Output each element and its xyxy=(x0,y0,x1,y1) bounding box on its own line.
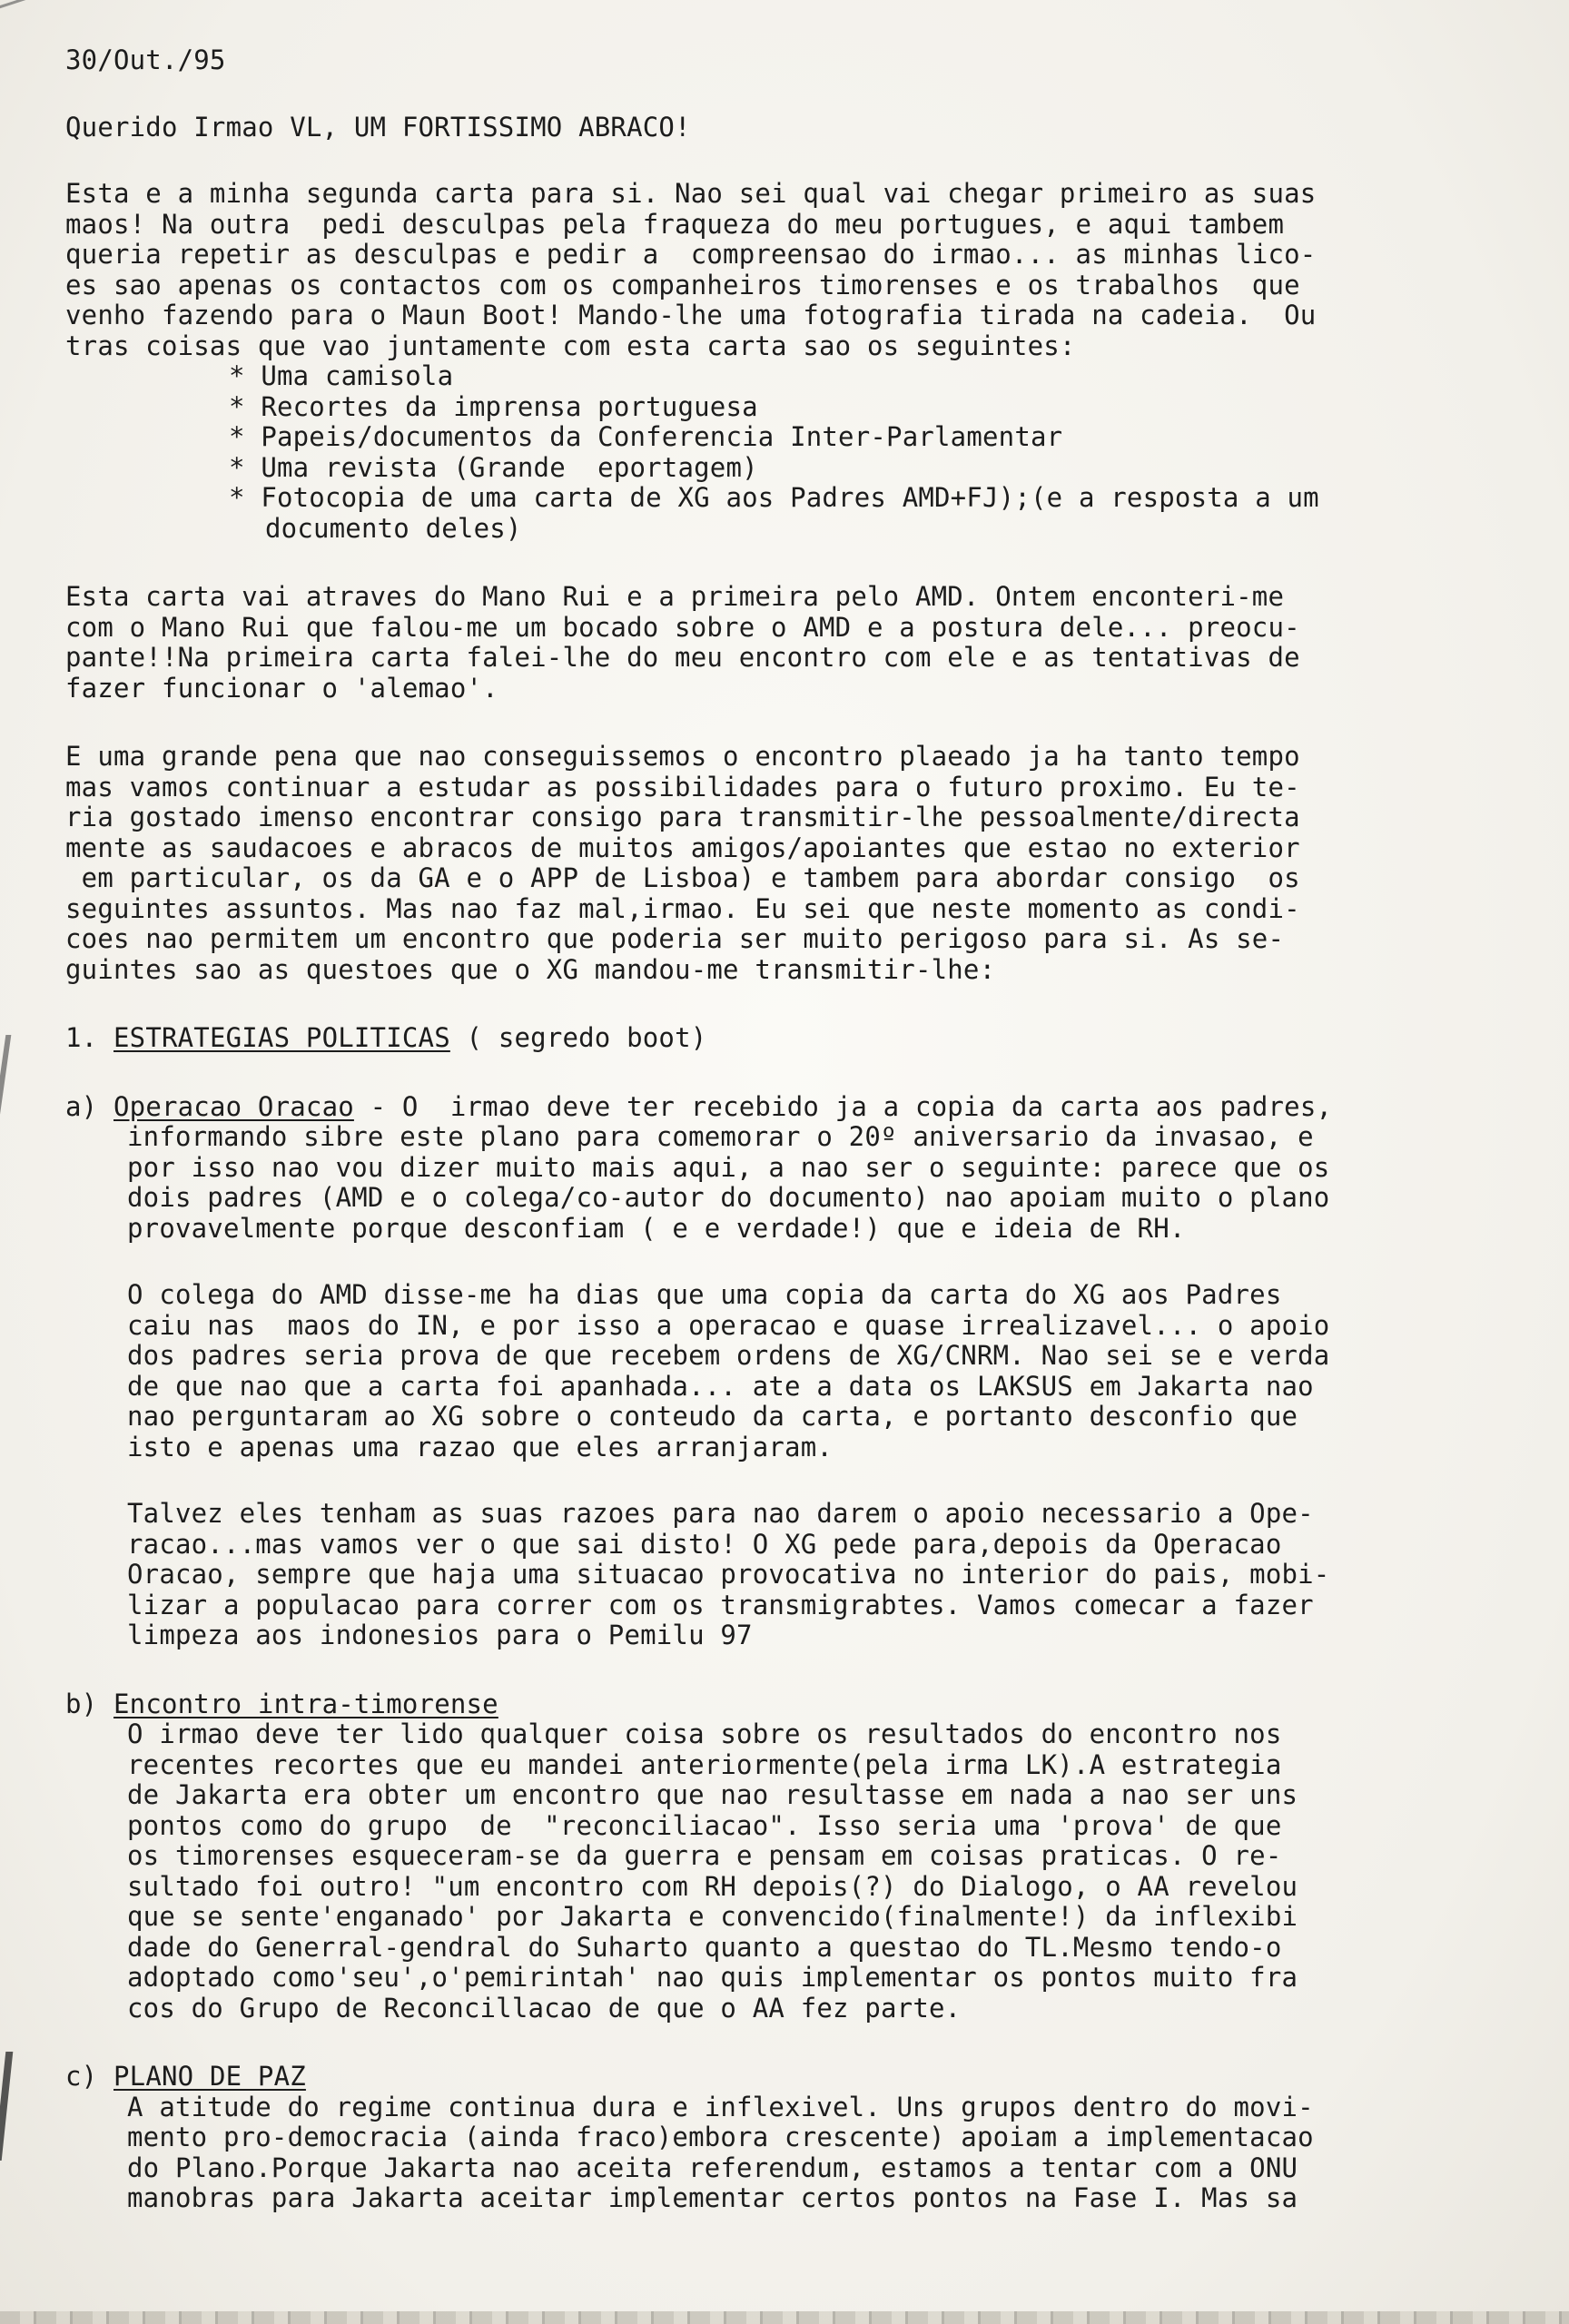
text-line: ria gostado imenso encontrar consigo para transmitir-lhe pessoalmente/directa xyxy=(65,802,1300,832)
section-title: ESTRATEGIAS POLITICAS xyxy=(113,1022,450,1053)
letter-date: 30/Out./95 xyxy=(65,44,226,75)
text-line: recentes recortes que eu mandei anteriormente(pela irma LK).A estrategia xyxy=(127,1748,1282,1780)
paper-mark xyxy=(0,0,38,21)
text-line: provavelmente porque desconfiam ( e e verdade!) que e ideia de RH. xyxy=(127,1212,1186,1244)
text-line: seguintes assuntos. Mas nao faz mal,irmao. Eu sei que neste momento as condi- xyxy=(65,892,1300,924)
text-line: E uma grande pena que nao conseguissemos o encontro plaeado ja ha tanto tempo xyxy=(65,741,1300,772)
text-line: dos padres seria prova de que recebem ordens de XG/CNRM. Nao sei se e verda xyxy=(127,1340,1330,1371)
subsection-a-heading xyxy=(65,1092,1500,1123)
subsection-a-text xyxy=(65,1122,1500,1244)
list-item: * Fotocopia de uma carta de XG aos Padres AMD+FJ);(e a resposta a um xyxy=(229,482,1319,513)
text-line: Esta e a minha segunda carta para si. Nao sei qual vai chegar primeiro as suas xyxy=(65,178,1317,209)
subsection-b-text xyxy=(65,1719,1500,2024)
text-line: pante!!Na primeira carta falei-lhe do meu encontro com ele e as tentativas de xyxy=(65,642,1300,673)
text-line: tras coisas que vao juntamente com esta carta sao os seguintes: xyxy=(65,330,1076,361)
text-line: nao perguntaram ao XG sobre o conteudo da carta, e portanto desconfio que xyxy=(127,1401,1298,1432)
text-line: por isso nao vou dizer muito mais aqui, a nao ser o seguinte: parece que os xyxy=(127,1151,1330,1183)
subsection-a-paragraph xyxy=(65,1499,1500,1651)
list-item: * Papeis/documentos da Conferencia Inter-Parlamentar xyxy=(229,421,1063,452)
text-line: mente as saudacoes e abracos de muitos amigos/apoiantes que estao no exterior xyxy=(65,832,1300,863)
subsection-title: Encontro intra-timorense xyxy=(113,1688,498,1719)
text-line: venho fazendo para o Maun Boot! Mando-lhe uma fotografia tirada na cadeia. Ou xyxy=(65,300,1317,330)
list-item: * Uma revista (Grande eportagem) xyxy=(229,451,758,483)
subsection-first-line: - O irmao deve ter recebido ja a copia da carta aos padres, xyxy=(353,1090,1333,1122)
text-line: adoptado como'seu',o'pemirintah' nao quis implementar os pontos muito fra xyxy=(127,1962,1298,1993)
section-note: ( segredo boot) xyxy=(449,1022,707,1053)
text-line: de que nao que a carta foi apanhada... ate a data os LAKSUS em Jakarta nao xyxy=(127,1370,1314,1402)
paper-mark xyxy=(0,2052,13,2161)
subsection-label: b) xyxy=(65,1688,98,1719)
subsection-a-paragraph xyxy=(65,1280,1500,1462)
text-line: com o Mano Rui que falou-me um bocado sobre o AMD e a postura dele... preocu- xyxy=(65,611,1300,643)
text-line: fazer funcionar o 'alemao'. xyxy=(65,672,498,704)
text-line: cos do Grupo de Reconcillacao de que o AA fez parte. xyxy=(127,1992,962,2024)
text-line: A atitude do regime continua dura e inflexivel. Uns grupos dentro do movi- xyxy=(127,2091,1314,2122)
salutation: Querido Irmao VL, UM FORTISSIMO ABRACO! xyxy=(65,111,691,143)
text-line: mas vamos continuar a estudar as possibilidades para o futuro proximo. Eu te- xyxy=(65,771,1300,803)
text-line: es sao apenas os contactos com os companheiros timorenses e os trabalhos que xyxy=(65,269,1300,300)
paper-mark xyxy=(0,1035,11,1117)
text-line: informando sibre este plano para comemorar o 20º aniversario da invasao, e xyxy=(127,1121,1314,1152)
subsection-c-heading xyxy=(65,2062,1500,2093)
list-item: * Uma camisola xyxy=(229,360,454,391)
list-item: documento deles) xyxy=(265,512,522,544)
text-line: Esta carta vai atraves do Mano Rui e a primeira pelo AMD. Ontem enconteri-me xyxy=(65,581,1285,612)
section-heading xyxy=(65,1023,1500,1054)
subsection-title: PLANO DE PAZ xyxy=(113,2061,306,2092)
text-line: limpeza aos indonesios para o Pemilu 97 xyxy=(127,1620,753,1650)
text-line: dade do Generral-gendral do Suharto quanto a questao do TL.Mesmo tendo-o xyxy=(127,1931,1282,1963)
intro-paragraph xyxy=(65,179,1500,361)
text-line: maos! Na outra pedi desculpas pela fraqueza do meu portugues, e aqui tambem xyxy=(65,208,1285,240)
page-bottom-edge xyxy=(0,2311,1569,2324)
subsection-label: a) xyxy=(65,1090,98,1122)
text-line: Talvez eles tenham as suas razoes para nao darem o apoio necessario a Ope- xyxy=(127,1498,1314,1529)
text-line: O colega do AMD disse-me ha dias que uma copia da carta do XG aos Padres xyxy=(127,1279,1282,1310)
subsection-label: c) xyxy=(65,2061,98,2092)
subsection-title: Operacao Oracao xyxy=(113,1090,354,1122)
text-line: Oracao, sempre que haja uma situacao provocativa no interior do pais, mobi- xyxy=(127,1559,1330,1590)
text-line: racao...mas vamos ver o que sai disto! O XG pede para,depois da Operacao xyxy=(127,1528,1282,1560)
text-line: coes nao permitem um encontro que poderia ser muito perigoso para si. As se- xyxy=(65,923,1285,954)
list-item: * Recortes da imprensa portuguesa xyxy=(229,390,758,422)
text-line: sultado foi outro! "um encontro com RH depois(?) do Dialogo, o AA revelou xyxy=(127,1870,1298,1902)
text-line: O irmao deve ter lido qualquer coisa sobre os resultados do encontro nos xyxy=(127,1718,1282,1749)
subsection-c-text xyxy=(65,2093,1500,2214)
text-line: de Jakarta era obter um encontro que nao resultasse em nada a nao ser uns xyxy=(127,1779,1298,1810)
text-line: guintes sao as questoes que o XG mandou-me transmitir-lhe: xyxy=(65,953,996,985)
enclosure-list xyxy=(65,361,1500,544)
text-line: isto e apenas uma razao que eles arranjaram. xyxy=(127,1431,834,1462)
paragraph-meeting xyxy=(65,742,1500,985)
text-line: em particular, os da GA e o APP de Lisboa) e tambem para abordar consigo os xyxy=(65,862,1300,893)
text-line: manobras para Jakarta aceitar implementar certos pontos na Fase I. Mas sa xyxy=(127,2182,1298,2213)
text-line: caiu nas maos do IN, e por isso a operacao e quase irrealizavel... o apoio xyxy=(127,1309,1330,1341)
subsection-b-heading xyxy=(65,1689,1500,1720)
letter-body xyxy=(65,45,1500,2214)
paragraph-courier xyxy=(65,582,1500,704)
text-line: os timorenses esqueceram-se da guerra e pensam em coisas praticas. O re- xyxy=(127,1840,1282,1871)
text-line: lizar a populacao para correr com os transmigrabtes. Vamos comecar a fazer xyxy=(127,1589,1314,1620)
text-line: pontos como do grupo de "reconciliacao". Isso seria uma 'prova' de que xyxy=(127,1809,1282,1841)
section-number: 1. xyxy=(65,1022,98,1053)
text-line: dois padres (AMD e o colega/co-autor do documento) nao apoiam muito o plano xyxy=(127,1182,1330,1213)
text-line: que se sente'enganado' por Jakarta e convencido(finalmente!) da inflexibi xyxy=(127,1901,1298,1932)
text-line: do Plano.Porque Jakarta nao aceita referendum, estamos a tentar com a ONU xyxy=(127,2152,1298,2183)
text-line: queria repetir as desculpas e pedir a compreensao do irmao... as minhas lico- xyxy=(65,239,1317,270)
text-line: mento pro-democracia (ainda fraco)embora crescente) apoiam a implementacao xyxy=(127,2122,1314,2152)
